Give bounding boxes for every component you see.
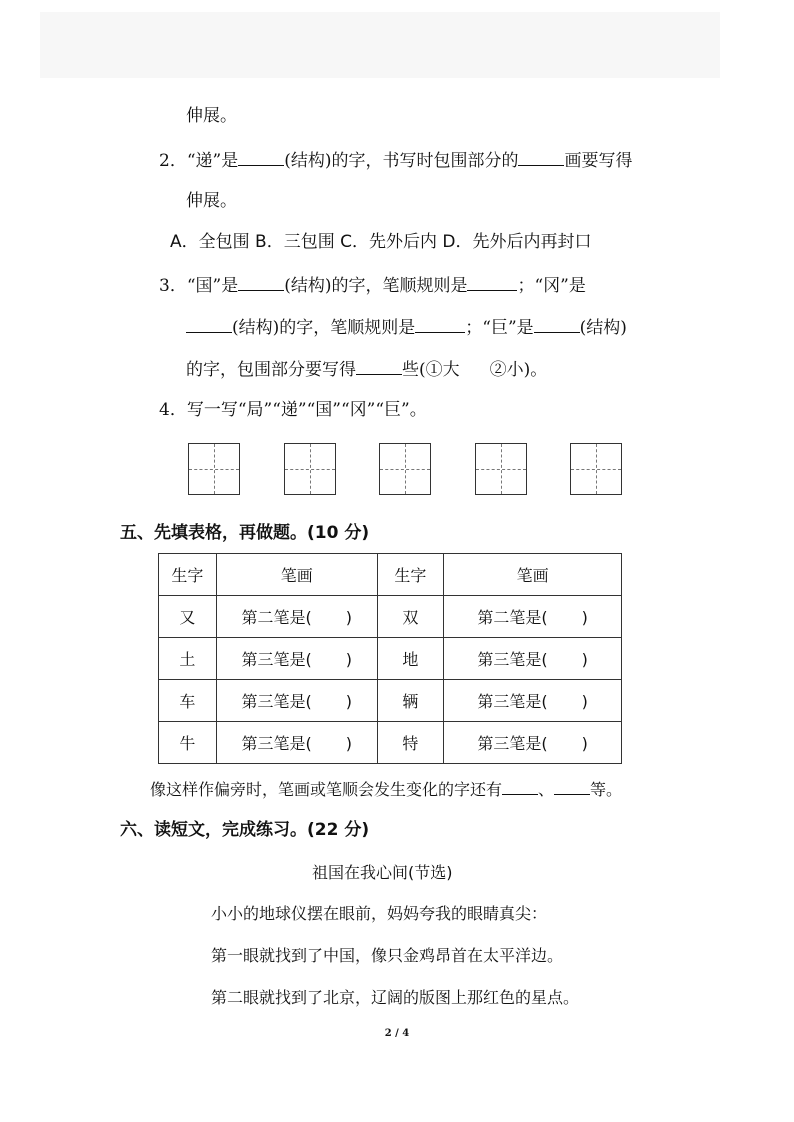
character-cell: 双 bbox=[377, 596, 444, 638]
header-cell: 笔画 bbox=[444, 554, 622, 596]
stroke-prompt: 第三笔是( bbox=[241, 650, 312, 669]
note-text: 等。 bbox=[590, 780, 623, 799]
stroke-prompt: 第三笔是( bbox=[241, 692, 312, 711]
q3-text: 的字，包围部分要写得 bbox=[186, 360, 356, 380]
answer-blank[interactable] bbox=[356, 356, 402, 375]
table-row bbox=[159, 722, 622, 764]
question-3-line-1 bbox=[159, 272, 586, 298]
writing-grid-box[interactable] bbox=[284, 443, 336, 495]
table-header-row bbox=[159, 554, 622, 596]
q3-text: ；“冈”是 bbox=[517, 276, 586, 296]
poem-line: 第二眼就找到了北京，辽阔的版图上那红色的星点。 bbox=[211, 988, 580, 1007]
q3-text: 些(①大 bbox=[402, 360, 460, 380]
character-cell: 又 bbox=[159, 596, 217, 638]
stroke-prompt: 第三笔是( bbox=[477, 650, 548, 669]
stroke-answer-cell[interactable] bbox=[216, 596, 377, 638]
poem-title: 祖国在我心间(节选) bbox=[312, 863, 453, 882]
table-row bbox=[159, 596, 622, 638]
stroke-prompt: 第二笔是( bbox=[241, 608, 312, 627]
q3-text: ②小)。 bbox=[489, 360, 548, 380]
q1-continuation: 伸展。 bbox=[186, 106, 237, 126]
note-text: 、 bbox=[538, 780, 555, 799]
close-paren: ) bbox=[345, 734, 352, 753]
stroke-prompt: 第三笔是( bbox=[477, 692, 548, 711]
q2-text-2: (结构)的字，书写时包围部分的 bbox=[284, 151, 519, 171]
character-cell: 地 bbox=[377, 638, 444, 680]
close-paren: ) bbox=[345, 608, 352, 627]
answer-blank[interactable] bbox=[186, 314, 232, 333]
question-3-line-3 bbox=[186, 356, 547, 382]
stroke-answer-cell[interactable] bbox=[444, 596, 622, 638]
question-number: 2． bbox=[159, 151, 187, 171]
close-paren: ) bbox=[581, 650, 588, 669]
table-row bbox=[159, 638, 622, 680]
stroke-prompt: 第三笔是( bbox=[477, 734, 548, 753]
question-3-line-2 bbox=[186, 314, 627, 340]
writing-grid-box[interactable] bbox=[475, 443, 527, 495]
close-paren: ) bbox=[345, 692, 352, 711]
answer-blank[interactable] bbox=[467, 272, 517, 291]
section-6-title: 六、读短文，完成练习。(22 分) bbox=[120, 820, 370, 840]
q2-line-2: 伸展。 bbox=[186, 191, 237, 211]
question-number: 3． bbox=[159, 276, 187, 296]
close-paren: ) bbox=[581, 608, 588, 627]
q2-text-3: 画要写得 bbox=[564, 151, 633, 171]
poem-line: 小小的地球仪摆在眼前，妈妈夸我的眼睛真尖： bbox=[211, 904, 548, 923]
q3-text: (结构)的字，笔顺规则是 bbox=[284, 276, 468, 296]
stroke-answer-cell[interactable] bbox=[216, 638, 377, 680]
stroke-answer-cell[interactable] bbox=[216, 680, 377, 722]
q4-text: 写一写“局”“递”“国”“冈”“巨”。 bbox=[186, 400, 427, 420]
stroke-prompt: 第二笔是( bbox=[477, 608, 548, 627]
character-cell: 土 bbox=[159, 638, 217, 680]
page-header-band bbox=[40, 12, 720, 78]
answer-blank[interactable] bbox=[554, 776, 590, 795]
section-5-title: 五、先填表格，再做题。(10 分) bbox=[120, 523, 370, 543]
writing-grid-box[interactable] bbox=[379, 443, 431, 495]
answer-blank[interactable] bbox=[502, 776, 538, 795]
stroke-prompt: 第三笔是( bbox=[241, 734, 312, 753]
section-5-note bbox=[150, 776, 622, 802]
note-text: 像这样作偏旁时，笔画或笔顺会发生变化的字还有 bbox=[150, 780, 503, 799]
stroke-answer-cell[interactable] bbox=[444, 638, 622, 680]
q2-options: A．全包围 B．三包围 C．先外后内 D．先外后内再封口 bbox=[170, 232, 592, 252]
character-cell: 辆 bbox=[377, 680, 444, 722]
answer-blank[interactable] bbox=[415, 314, 465, 333]
answer-blank[interactable] bbox=[238, 147, 284, 166]
question-number: 4． bbox=[159, 400, 187, 420]
stroke-table bbox=[158, 553, 622, 764]
close-paren: ) bbox=[345, 650, 352, 669]
header-cell: 生字 bbox=[159, 554, 217, 596]
header-cell: 笔画 bbox=[216, 554, 377, 596]
close-paren: ) bbox=[581, 734, 588, 753]
question-2 bbox=[159, 147, 632, 173]
character-cell: 牛 bbox=[159, 722, 217, 764]
character-cell: 特 bbox=[377, 722, 444, 764]
table-row bbox=[159, 680, 622, 722]
q2-text-1: “递”是 bbox=[186, 151, 239, 171]
close-paren: ) bbox=[581, 692, 588, 711]
q3-text: (结构)的字，笔顺规则是 bbox=[232, 318, 416, 338]
answer-blank[interactable] bbox=[518, 147, 564, 166]
page-number: 2 / 4 bbox=[384, 1028, 410, 1039]
q3-text: ；“巨”是 bbox=[465, 318, 534, 338]
q3-text: (结构) bbox=[579, 318, 627, 338]
poem-line: 第一眼就找到了中国，像只金鸡昂首在太平洋边。 bbox=[211, 946, 564, 965]
stroke-answer-cell[interactable] bbox=[444, 722, 622, 764]
stroke-answer-cell[interactable] bbox=[216, 722, 377, 764]
question-4 bbox=[159, 398, 427, 422]
character-cell: 车 bbox=[159, 680, 217, 722]
writing-grid-box[interactable] bbox=[570, 443, 622, 495]
q3-text: “国”是 bbox=[186, 276, 239, 296]
header-cell: 生字 bbox=[377, 554, 444, 596]
stroke-answer-cell[interactable] bbox=[444, 680, 622, 722]
writing-grid-box[interactable] bbox=[188, 443, 240, 495]
answer-blank[interactable] bbox=[238, 272, 284, 291]
answer-blank[interactable] bbox=[534, 314, 580, 333]
